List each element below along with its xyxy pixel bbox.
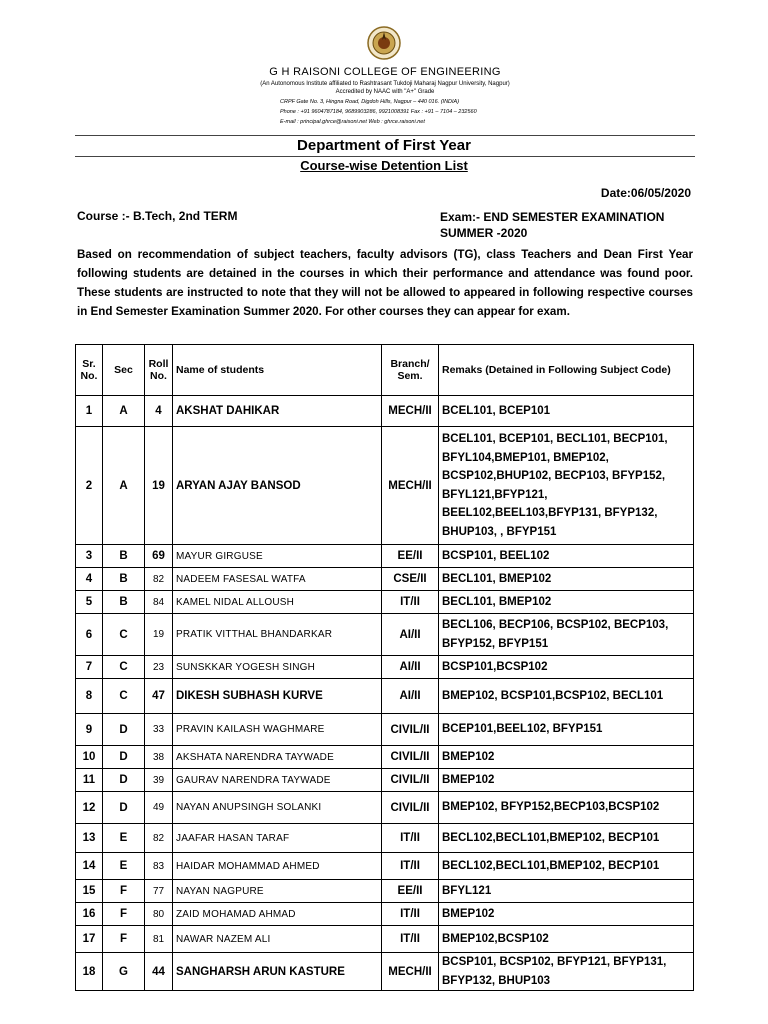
phone: Phone : +91 9604787184, 9689903286, 9921008391 Fax : +91 – 7104 – 232560 — [280, 109, 477, 115]
table-row — [76, 953, 694, 991]
sr-cell: 4 — [76, 568, 103, 591]
sec-cell: A — [103, 427, 145, 545]
sec-cell: D — [103, 714, 145, 746]
table-row — [76, 880, 694, 903]
name-cell: AKSHATA NARENDRA TAYWADE — [173, 746, 382, 769]
table-row — [76, 591, 694, 614]
table-row — [76, 396, 694, 427]
remarks-cell — [439, 614, 694, 656]
remarks-cell — [439, 591, 694, 614]
roll-cell: 38 — [145, 746, 173, 769]
header-sr: Sr. No. — [76, 345, 103, 396]
sec-cell: A — [103, 396, 145, 427]
remarks-line: BCEL101, BCEP101 — [442, 404, 551, 417]
date: Date:06/05/2020 — [600, 186, 691, 200]
sr-cell: 2 — [76, 427, 103, 545]
letterhead — [230, 26, 540, 134]
roll-cell: 69 — [145, 545, 173, 568]
sec-cell: D — [103, 792, 145, 824]
roll-cell: 19 — [145, 427, 173, 545]
branch-cell: IT/II — [382, 903, 439, 926]
header-name: Name of students — [173, 345, 382, 396]
college-emblem-icon — [367, 26, 401, 60]
department-title: Department of First Year — [297, 137, 471, 154]
table-row — [76, 545, 694, 568]
branch-cell: MECH/II — [382, 953, 439, 991]
roll-cell: 39 — [145, 769, 173, 792]
remarks-line: BCSP101, BEEL102 — [442, 549, 550, 562]
roll-cell: 4 — [145, 396, 173, 427]
remarks-line: BECL106, BECP106, BCSP102, BECP103, — [442, 619, 669, 631]
branch-cell: EE/II — [382, 880, 439, 903]
remarks-cell — [439, 427, 694, 545]
remarks-line: BCSP102,BHUP102, BECP103, BFYP152, — [442, 470, 666, 482]
sec-cell: F — [103, 926, 145, 953]
branch-cell: CIVIL/II — [382, 714, 439, 746]
name-cell: PRATIK VITTHAL BHANDARKAR — [173, 614, 382, 656]
sr-cell: 18 — [76, 953, 103, 991]
roll-cell: 44 — [145, 953, 173, 991]
remarks-cell — [439, 545, 694, 568]
remarks-line: BECL101, BMEP102 — [442, 595, 552, 608]
remarks-cell — [439, 903, 694, 926]
table-row — [76, 926, 694, 953]
table-row — [76, 568, 694, 591]
remarks-line: BHUP103, , BFYP151 — [442, 525, 557, 538]
remarks-cell — [439, 568, 694, 591]
sr-cell: 5 — [76, 591, 103, 614]
table-row — [76, 427, 694, 545]
branch-cell: IT/II — [382, 591, 439, 614]
name-cell: NAYAN ANUPSINGH SOLANKI — [173, 792, 382, 824]
remarks-line: BMEP102 — [442, 907, 495, 920]
remarks-line: BFYL121 — [442, 884, 492, 897]
name-cell: NAYAN NAGPURE — [173, 880, 382, 903]
sec-cell: C — [103, 656, 145, 679]
roll-cell: 82 — [145, 824, 173, 853]
table-row — [76, 769, 694, 792]
remarks-line: BMEP102,BCSP102 — [442, 932, 549, 945]
remarks-line: BMEP102 — [442, 750, 495, 763]
sr-cell: 6 — [76, 614, 103, 656]
table-row — [76, 824, 694, 853]
remarks-cell — [439, 953, 694, 991]
remarks-cell — [439, 792, 694, 824]
college-name: G H RAISONI COLLEGE OF ENGINEERING — [269, 66, 501, 78]
exam-line1: Exam:- END SEMESTER EXAMINATION — [440, 210, 665, 224]
remarks-line: BFYL104,BMEP101, BMEP102, — [442, 451, 609, 464]
name-cell: DIKESH SUBHASH KURVE — [173, 679, 382, 714]
table-row — [76, 656, 694, 679]
name-cell: NAWAR NAZEM ALI — [173, 926, 382, 953]
remarks-line: BECL101, BMEP102 — [442, 572, 552, 585]
remarks-cell — [439, 824, 694, 853]
email: E-mail : principal.ghrce@raisoni.net Web : ghrce.raisoni.net — [280, 119, 425, 125]
remarks-cell — [439, 880, 694, 903]
sec-cell: F — [103, 903, 145, 926]
sec-cell: B — [103, 591, 145, 614]
name-cell: ARYAN AJAY BANSOD — [173, 427, 382, 545]
sec-cell: E — [103, 853, 145, 880]
remarks-line: BMEP102, BFYP152,BECP103,BCSP102 — [442, 801, 660, 814]
table-row — [76, 679, 694, 714]
detention-table — [75, 344, 694, 991]
name-cell: PRAVIN KAILASH WAGHMARE — [173, 714, 382, 746]
roll-cell: 81 — [145, 926, 173, 953]
remarks-line: BCEL101, BCEP101, BECL101, BECP101, — [442, 433, 668, 445]
name-cell: HAIDAR MOHAMMAD AHMED — [173, 853, 382, 880]
list-title: Course-wise Detention List — [300, 158, 468, 173]
table-row — [76, 714, 694, 746]
name-cell: KAMEL NIDAL ALLOUSH — [173, 591, 382, 614]
table-row — [76, 614, 694, 656]
remarks-line: BECL102,BECL101,BMEP102, BECP101 — [442, 859, 660, 872]
intro-paragraph: Based on recommendation of subject teachers, faculty advisors (TG), class Teachers and Dean First Year following students are detained in the courses in which their performance and attendance was found poor. These students are instructed to note that they will not be allowed to appeared in following respective courses in End Semester Examination Summer 2020. For other courses they can appear for exam. — [77, 248, 693, 318]
roll-cell: 82 — [145, 568, 173, 591]
roll-cell: 47 — [145, 679, 173, 714]
sr-cell: 11 — [76, 769, 103, 792]
branch-cell: MECH/II — [382, 396, 439, 427]
table-header-row — [76, 345, 694, 396]
remarks-cell — [439, 714, 694, 746]
remarks-line: BCEP101,BEEL102, BFYP151 — [442, 723, 603, 736]
sr-cell: 9 — [76, 714, 103, 746]
sec-cell: D — [103, 769, 145, 792]
department-underline — [75, 156, 695, 157]
remarks-line: BFYL121,BFYP121, — [442, 488, 548, 501]
branch-cell: EE/II — [382, 545, 439, 568]
branch-cell: IT/II — [382, 926, 439, 953]
branch-cell: AI/II — [382, 679, 439, 714]
address: CRPF Gate No. 3, Hingna Road, Digdoh Hills, Nagpur – 440 016. (INDIA) — [280, 99, 460, 105]
roll-cell: 49 — [145, 792, 173, 824]
remarks-line: BCSP101, BCSP102, BFYP121, BFYP131, — [442, 956, 667, 968]
exam — [440, 209, 690, 241]
exam-line2: SUMMER -2020 — [440, 226, 528, 240]
course: Course :- B.Tech, 2nd TERM — [77, 209, 238, 223]
remarks-line: BMEP102, BCSP101,BCSP102, BECL101 — [442, 689, 664, 702]
branch-cell: AI/II — [382, 656, 439, 679]
sr-cell: 17 — [76, 926, 103, 953]
name-cell: ZAID MOHAMAD AHMAD — [173, 903, 382, 926]
roll-cell: 19 — [145, 614, 173, 656]
remarks-cell — [439, 746, 694, 769]
accreditation: Accredited by NAAC with "A+" Grade — [335, 89, 435, 95]
branch-cell: IT/II — [382, 853, 439, 880]
remarks-cell — [439, 769, 694, 792]
sec-cell: G — [103, 953, 145, 991]
sr-cell: 12 — [76, 792, 103, 824]
sr-cell: 16 — [76, 903, 103, 926]
remarks-line: BFYP152, BFYP151 — [442, 637, 549, 650]
name-cell: MAYUR GIRGUSE — [173, 545, 382, 568]
remarks-cell — [439, 396, 694, 427]
remarks-line: BECL102,BECL101,BMEP102, BECP101 — [442, 831, 660, 844]
branch-cell: CSE/II — [382, 568, 439, 591]
header-remarks: Remaks (Detained in Following Subject Code) — [439, 345, 694, 396]
sr-cell: 10 — [76, 746, 103, 769]
roll-cell: 77 — [145, 880, 173, 903]
remarks-line: BCSP101,BCSP102 — [442, 660, 548, 673]
branch-cell: CIVIL/II — [382, 792, 439, 824]
name-cell: GAURAV NARENDRA TAYWADE — [173, 769, 382, 792]
table-row — [76, 853, 694, 880]
table-row — [76, 903, 694, 926]
roll-cell: 83 — [145, 853, 173, 880]
sec-cell: D — [103, 746, 145, 769]
remarks-cell — [439, 853, 694, 880]
name-cell: NADEEM FASESAL WATFA — [173, 568, 382, 591]
name-cell: SANGHARSH ARUN KASTURE — [173, 953, 382, 991]
sec-cell: E — [103, 824, 145, 853]
roll-cell: 33 — [145, 714, 173, 746]
name-cell: AKSHAT DAHIKAR — [173, 396, 382, 427]
header-branch: Branch/ Sem. — [382, 345, 439, 396]
sr-cell: 15 — [76, 880, 103, 903]
sec-cell: B — [103, 545, 145, 568]
name-cell: SUNSKKAR YOGESH SINGH — [173, 656, 382, 679]
remarks-cell — [439, 656, 694, 679]
branch-cell: CIVIL/II — [382, 746, 439, 769]
remarks-line: BEEL102,BEEL103,BFYP131, BFYP132, — [442, 507, 658, 519]
header-rule — [75, 135, 695, 136]
affiliation: (An Autonomous Institute affiliated to Rashtrasant Tukdoji Maharaj Nagpur University, Nagpur) — [260, 81, 510, 87]
sec-cell: C — [103, 679, 145, 714]
roll-cell: 80 — [145, 903, 173, 926]
branch-cell: AI/II — [382, 614, 439, 656]
header-roll: Roll No. — [145, 345, 173, 396]
sr-cell: 14 — [76, 853, 103, 880]
sr-cell: 1 — [76, 396, 103, 427]
sr-cell: 8 — [76, 679, 103, 714]
branch-cell: MECH/II — [382, 427, 439, 545]
sr-cell: 13 — [76, 824, 103, 853]
remarks-line: BMEP102 — [442, 773, 495, 786]
sec-cell: C — [103, 614, 145, 656]
branch-cell: IT/II — [382, 824, 439, 853]
name-cell: JAAFAR HASAN TARAF — [173, 824, 382, 853]
remarks-cell — [439, 679, 694, 714]
sr-cell: 3 — [76, 545, 103, 568]
table-row — [76, 792, 694, 824]
branch-cell: CIVIL/II — [382, 769, 439, 792]
roll-cell: 84 — [145, 591, 173, 614]
sec-cell: F — [103, 880, 145, 903]
roll-cell: 23 — [145, 656, 173, 679]
table-row — [76, 746, 694, 769]
sr-cell: 7 — [76, 656, 103, 679]
sec-cell: B — [103, 568, 145, 591]
remarks-cell — [439, 926, 694, 953]
header-sec: Sec — [103, 345, 145, 396]
remarks-line: BFYP132, BHUP103 — [442, 974, 551, 987]
